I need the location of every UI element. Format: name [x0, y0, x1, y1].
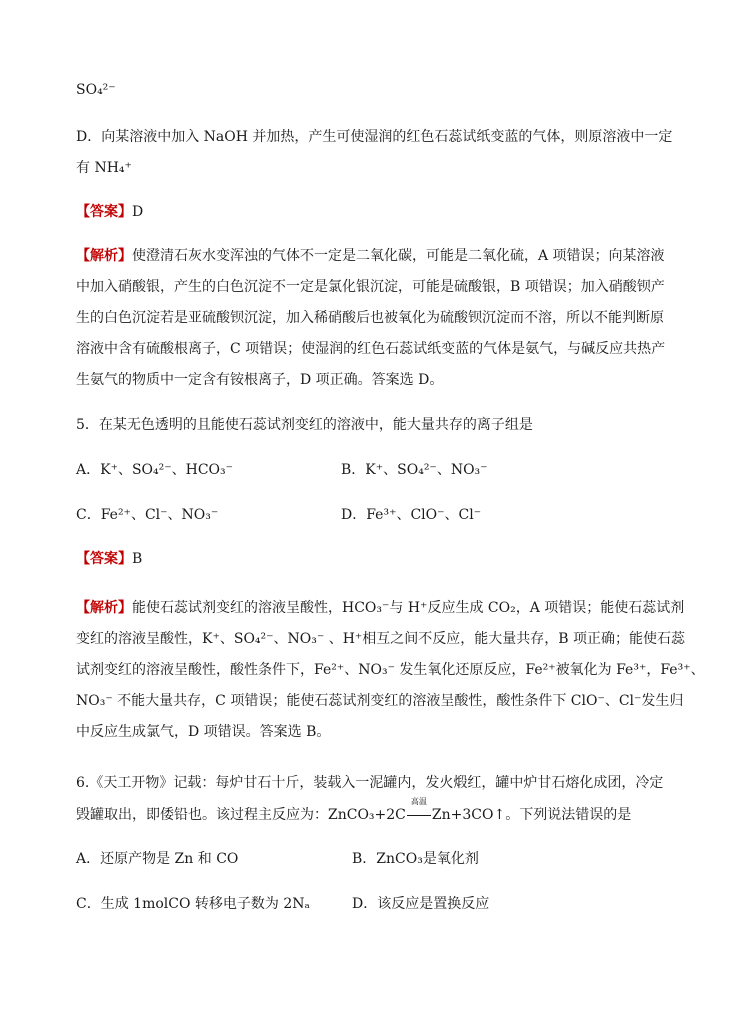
answer-value: B	[132, 551, 143, 567]
q6-option-d: D．该反应是置换反应	[352, 896, 490, 912]
q4-analysis-line4: 溶液中含有硫酸根离子，C 项错误；使湿润的红色石蕊试纸变蓝的气体是氨气，与碱反应共热产	[76, 341, 666, 357]
equation-right: Zn+3CO↑。下列说法错误的是	[431, 807, 632, 823]
q5-option-b: B．K⁺、SO₄²⁻、NO₃⁻	[341, 462, 488, 478]
analysis-text: 使澄清石灰水变浑浊的气体不一定是二氧化碳，可能是二氧化硫，A 项错误；向某溶液	[132, 248, 665, 264]
q5-analysis-line2: 变红的溶液呈酸性，K⁺、SO₄²⁻、NO₃⁻ 、H⁺相互之间不反应，能大量共存，B 项正确；能使石蕊	[76, 631, 686, 647]
equation-left: 毁罐取出，即倭铅也。该过程主反应为：ZnCO₃+2C	[76, 807, 406, 823]
analysis-tag: 【解析】	[76, 248, 132, 264]
condition-label: 高温	[410, 797, 427, 806]
q4-analysis-line3: 生的白色沉淀若是亚硫酸钡沉淀，加入稀硝酸后也被氧化为硫酸钡沉淀而不溶，所以不能判断原	[76, 310, 664, 326]
q4-option-d-line1: D．向某溶液中加入 NaOH 并加热，产生可使湿润的红色石蕊试纸变蓝的气体，则原溶液中一定	[76, 129, 673, 145]
q5-option-c: C．Fe²⁺、Cl⁻、NO₃⁻	[76, 507, 219, 523]
answer-tag: 【答案】	[76, 204, 132, 220]
q6-stem-line2	[76, 797, 632, 825]
analysis-text: 能使石蕊试剂变红的溶液呈酸性，HCO₃⁻与 H⁺反应生成 CO₂，A 项错误；能使石蕊试剂	[132, 600, 685, 616]
answer-value: D	[132, 204, 144, 220]
q4-answer	[76, 202, 143, 222]
q5-option-d: D．Fe³⁺、ClO⁻、Cl⁻	[341, 507, 482, 523]
q5-answer	[76, 549, 142, 569]
q5-stem: 5．在某无色透明的且能使石蕊试剂变红的溶液中，能大量共存的离子组是	[76, 417, 533, 433]
q4-option-c-tail: SO₄²⁻	[76, 82, 116, 98]
q4-option-d-line2: 有 NH₄⁺	[76, 160, 132, 176]
reaction-condition	[407, 797, 431, 825]
q5-option-a: A．K⁺、SO₄²⁻、HCO₃⁻	[76, 462, 234, 478]
q5-analysis-line4: NO₃⁻ 不能大量共存，C 项错误；能使石蕊试剂变红的溶液呈酸性，酸性条件下 ClO⁻、Cl⁻发生归	[76, 693, 684, 709]
q6-option-b: B．ZnCO₃是氧化剂	[352, 851, 479, 867]
q4-analysis-line1	[76, 246, 665, 266]
q5-analysis-line5: 中反应生成氯气，D 项错误。答案选 B。	[76, 724, 331, 740]
q6-option-c: C．生成 1molCO 转移电子数为 2Nₐ	[76, 896, 310, 912]
answer-tag: 【答案】	[76, 551, 132, 567]
equals-bar	[407, 815, 431, 816]
q4-analysis-line5: 生氨气的物质中一定含有铵根离子，D 项正确。答案选 D。	[76, 372, 444, 388]
analysis-tag: 【解析】	[76, 600, 132, 616]
q5-analysis-line1	[76, 598, 684, 618]
q4-analysis-line2: 中加入硝酸银，产生的白色沉淀不一定是氯化银沉淀，可能是硫酸银，B 项错误；加入硝酸钡产	[76, 279, 665, 295]
q6-stem-line1: 6.《天工开物》记载：每炉甘石十斤，装载入一泥罐内，发火煅红，罐中炉甘石熔化成团，冷定	[76, 775, 664, 791]
q6-option-a: A．还原产物是 Zn 和 CO	[76, 851, 239, 867]
q5-analysis-line3: 试剂变红的溶液呈酸性，酸性条件下，Fe²⁺、NO₃⁻ 发生氧化还原反应，Fe²⁺被氧化为 Fe³⁺，Fe³⁺、	[76, 662, 705, 678]
